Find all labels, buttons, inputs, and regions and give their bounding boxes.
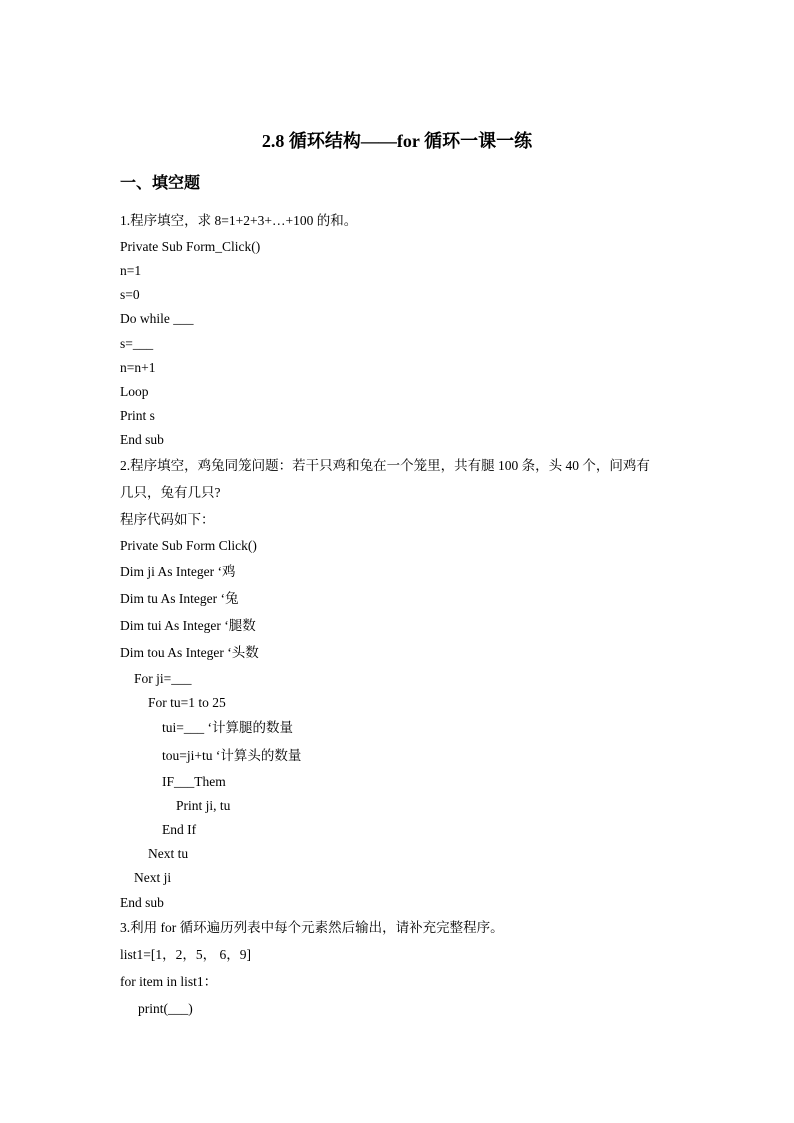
section-heading: 一、填空题 xyxy=(120,175,201,192)
code-line: Dim ji As Integer ‘鸡 xyxy=(120,564,236,579)
code-line: Private Sub Form_Click() xyxy=(120,239,261,254)
code-intro-text: 程序代码如下： xyxy=(120,512,215,527)
question-2-prompt: 2.程序填空，鸡兔同笼问题：若干只鸡和兔在一个笼里，共有腿 100 条，头 40 个，问鸡有 xyxy=(120,458,650,473)
code-line: End sub xyxy=(120,895,164,910)
question-1-prompt: 1.程序填空，求 8=1+2+3+…+100 的和。 xyxy=(120,213,358,228)
code-line: Private Sub Form Click() xyxy=(120,538,257,553)
code-line: Next ji xyxy=(134,870,172,885)
code-line: Loop xyxy=(120,384,149,399)
code-line: s=___ xyxy=(120,336,154,351)
code-line: n=1 xyxy=(120,263,142,278)
code-line: tou=ji+tu ‘计算头的数量 xyxy=(162,748,302,763)
code-line: Next tu xyxy=(148,846,189,861)
code-line: s=0 xyxy=(120,287,140,302)
code-line: Dim tu As Integer ‘兔 xyxy=(120,591,239,606)
code-line: n=n+1 xyxy=(120,360,156,375)
code-line: Print s xyxy=(120,408,155,423)
code-line: for item in list1： xyxy=(120,974,218,989)
code-line: print(___) xyxy=(138,1001,193,1016)
question-3-prompt: 3.利用 for 循环遍历列表中每个元素然后输出，请补充完整程序。 xyxy=(120,920,504,935)
code-line: Dim tui As Integer ‘腿数 xyxy=(120,618,256,633)
code-line: tui=___ ‘计算腿的数量 xyxy=(162,720,293,735)
code-line: IF___Them xyxy=(162,774,226,789)
code-line: Print ji, tu xyxy=(176,798,231,813)
code-line: End sub xyxy=(120,432,164,447)
code-line: Dim tou As Integer ‘头数 xyxy=(120,645,259,660)
document-title: 2.8 循环结构——for 循环一课一练 xyxy=(261,131,533,151)
code-line: For tu=1 to 25 xyxy=(148,695,226,710)
code-line: list1=[1，2，5， 6，9] xyxy=(120,947,251,962)
question-2-prompt-continued: 几只，兔有几只? xyxy=(120,485,221,500)
code-line: Do while ___ xyxy=(120,311,194,326)
code-line: End If xyxy=(162,822,197,837)
code-line: For ji=___ xyxy=(134,671,192,686)
